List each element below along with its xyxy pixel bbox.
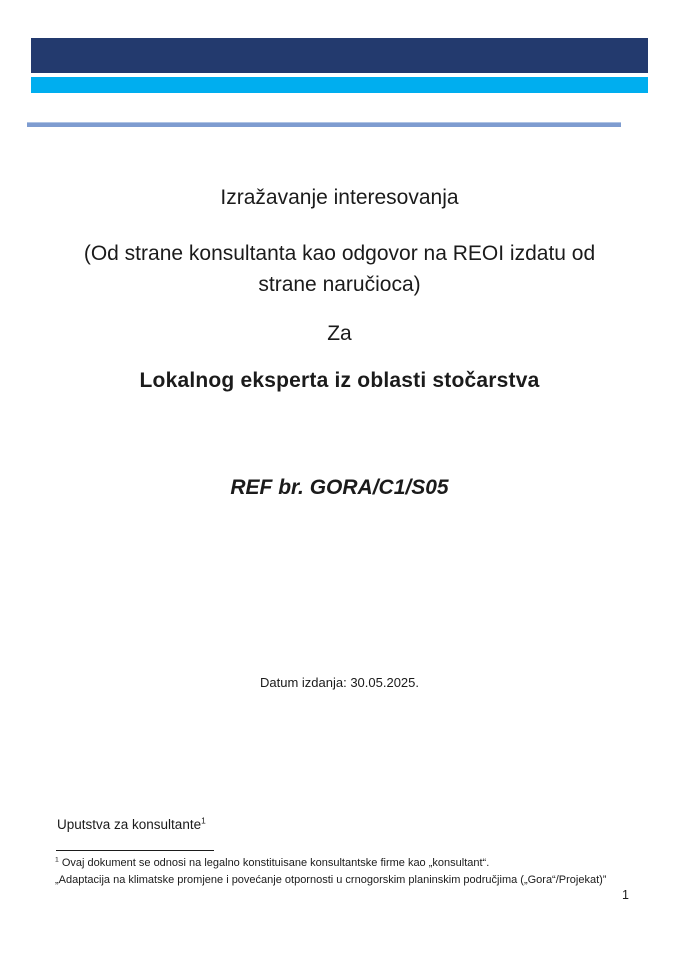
connector-word: Za: [327, 322, 352, 345]
footnote-line-1: [55, 855, 633, 872]
document-subtitle: [40, 238, 639, 300]
footnote-line-1-text: Ovaj dokument se odnosi na legalno konstituisane konsultantske firme kao „konsultant“.: [58, 857, 490, 869]
footnote-separator: [56, 850, 214, 851]
page-number: 1: [622, 888, 629, 902]
footnote-mark: 1: [55, 856, 59, 864]
section-heading-text: Uputstva za konsultante: [57, 817, 202, 832]
section-heading-footnote-mark: 1: [201, 815, 206, 826]
reference-number: REF br. GORA/C1/S05: [230, 476, 449, 499]
issue-date: Datum izdanja: 30.05.2025.: [260, 675, 419, 690]
header-bar-cyan: [31, 77, 648, 93]
header-bar-navy: [31, 38, 648, 73]
section-heading: [57, 817, 206, 832]
document-title: Izražavanje interesovanja: [220, 186, 459, 209]
footnote-block: [55, 855, 633, 888]
footnote-line-2: „Adaptacija na klimatske promjene i povećanje otpornosti u crnogorskim planinskim područjima („Gora“/Projekat)”: [55, 873, 607, 886]
subtitle-line-1: (Od strane konsultanta kao odgovor na REOI izdatu od: [83, 242, 596, 265]
position-title: Lokalnog eksperta iz oblasti stočarstva: [139, 369, 540, 392]
header-divider: [27, 122, 621, 127]
subtitle-line-2: strane naručioca): [258, 273, 421, 296]
